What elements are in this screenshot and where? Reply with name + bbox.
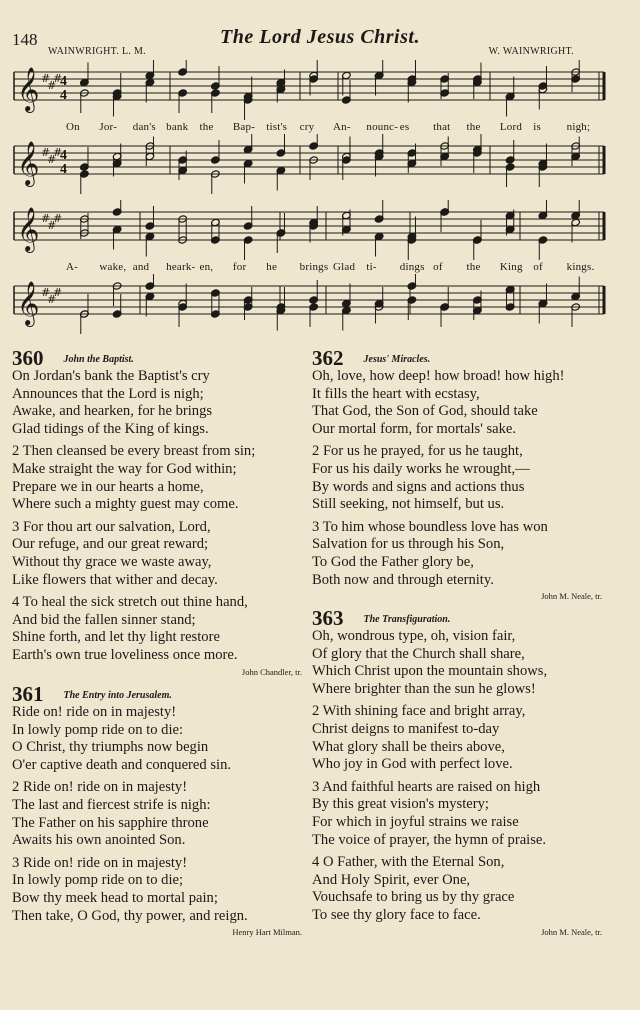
lyric-syllable: nounc- (366, 121, 399, 133)
verse-line: Awake, and hearken, for he brings (12, 403, 213, 420)
verse-line: Make straight the way for God within; (12, 460, 237, 477)
verse-line: Shine forth, and let thy light restore (12, 629, 220, 646)
lyric-syllable: tist's (266, 121, 288, 133)
lyric-syllable: Glad (333, 261, 356, 273)
verse-line: Awaits his own anointed Son. (12, 832, 186, 849)
svg-text:#: # (41, 286, 51, 299)
hymn-360 (12, 346, 302, 678)
verse-line: What glory shall be theirs above, (312, 738, 505, 755)
verse-2 (312, 703, 602, 773)
verse-line: 3 And faithful hearts are raised on high (312, 778, 541, 795)
lyric-syllable: On (66, 121, 80, 133)
verse-2 (12, 443, 302, 513)
hymn-topic: Jesus' Miracles. (363, 354, 431, 365)
verse-line: Which Christ upon the mountain shows, (312, 663, 548, 680)
svg-text:#: # (47, 293, 57, 306)
svg-text:4: 4 (60, 88, 67, 103)
verse-line: The voice of prayer, the hymn of praise. (312, 831, 547, 848)
verse-line: 3 For thou art our salvation, Lord, (12, 518, 211, 535)
lyric-syllable: and (132, 261, 150, 273)
verse-line: In lowly pomp ride on to die: (12, 721, 184, 738)
verse-line: The Father on his sapphire throne (12, 814, 209, 831)
verse-line: Oh, love, how deep! how broad! how high! (312, 368, 565, 384)
svg-text:4: 4 (60, 148, 67, 163)
hymn-topic: John the Baptist. (63, 354, 134, 365)
verse-line: Prepare we in our hearts a home, (12, 478, 204, 495)
hymn-topic: The Transfiguration. (363, 614, 451, 625)
verse-line: To God the Father glory be, (312, 553, 474, 570)
tune-name: WAINWRIGHT. L. M. (48, 46, 146, 57)
verse-line: That God, the Son of God, should take (312, 403, 538, 420)
svg-text:#: # (53, 286, 63, 299)
verse-line: Earth's own true loveliness once more. (12, 646, 238, 663)
svg-text:#: # (53, 212, 63, 225)
verse-line: Still seeking, not himself, but us. (312, 496, 505, 513)
lyric-syllable: cry (299, 121, 315, 133)
svg-text:𝄞: 𝄞 (17, 141, 40, 185)
svg-text:4: 4 (60, 74, 67, 89)
verse-line: For which in joyful strains we raise (312, 813, 519, 830)
hymn-credit: John Chandler, tr. (241, 666, 302, 677)
hymn-credit: Henry Hart Milman. (232, 927, 302, 938)
lyric-syllable: dings (399, 261, 425, 273)
verse-line: 2 Ride on! ride on in majesty! (12, 779, 188, 796)
verse-line: 3 To him whose boundless love has won (312, 518, 548, 535)
lyric-syllable: en, (199, 261, 214, 273)
hymn-362 (312, 346, 602, 602)
verse-line: Of glory that the Church shall share, (312, 645, 525, 662)
lyric-syllable: ti- (366, 261, 377, 273)
lyric-syllable: King (499, 261, 523, 273)
verse-1 (12, 368, 302, 438)
verse-line: Then take, O God, thy power, and reign. (12, 907, 248, 924)
lyric-syllable: heark- (166, 261, 196, 273)
verse-3 (12, 519, 302, 589)
lyric-syllable: es (399, 121, 410, 133)
verse-2 (12, 779, 302, 849)
verse-1 (312, 628, 602, 698)
verse-line: 2 Then cleansed be every breast from sin; (12, 443, 256, 460)
svg-text:#: # (47, 79, 57, 92)
verse-line: 4 To heal the sick stretch out thine hand, (12, 594, 248, 611)
verse-2 (312, 443, 602, 513)
hymn-361 (12, 682, 302, 938)
hymn-number: 363 (312, 606, 344, 630)
verse-1 (12, 704, 302, 774)
verse-line: 2 For us he prayed, for us he taught, (312, 443, 523, 460)
lyric-syllable: kings. (566, 261, 595, 273)
svg-text:#: # (53, 72, 63, 85)
lyric-syllable: the (466, 121, 481, 133)
verse-line: O Christ, thy triumphs now begin (12, 739, 209, 756)
svg-text:#: # (41, 212, 51, 225)
lyric-syllable: of (533, 261, 543, 273)
lyric-syllable: Lord (499, 121, 523, 133)
verse-line: 3 Ride on! ride on in majesty! (12, 854, 188, 871)
svg-text:𝄞: 𝄞 (17, 67, 40, 111)
verse-line: Where brighter than the sun he glows! (312, 680, 536, 697)
lyric-syllable: Bap- (232, 121, 256, 133)
verse-line: For us his daily works he wrought,— (312, 460, 530, 477)
lyric-syllable: brings (299, 261, 329, 273)
verse-4 (312, 854, 602, 924)
svg-text:#: # (47, 219, 57, 232)
lyric-syllable: is (533, 121, 541, 133)
lyric-syllable: he (266, 261, 278, 273)
svg-text:#: # (41, 146, 51, 159)
verse-line: By this great vision's mystery; (312, 796, 489, 813)
verse-line: By words and signs and actions thus (312, 478, 525, 495)
verse-line: Like flowers that wither and decay. (12, 571, 218, 588)
verse-line: Glad tidings of the King of kings. (12, 420, 209, 437)
verse-3 (312, 519, 602, 589)
verse-line: The last and fiercest strife is nigh: (12, 796, 211, 813)
hymn-credit: John M. Neale, tr. (541, 926, 602, 937)
lyric-syllable: A- (66, 261, 79, 273)
lyric-syllable: bank (166, 121, 189, 133)
verse-line: Vouchsafe to bring us by thy grace (312, 889, 515, 906)
hymn-363 (312, 606, 602, 938)
verse-3 (12, 855, 302, 925)
page-number: 148 (12, 30, 38, 49)
verse-line: To see thy glory face to face. (312, 906, 481, 923)
verse-line: Both now and through eternity. (312, 571, 494, 588)
hymn-number: 361 (12, 682, 44, 706)
verse-line: 2 With shining face and bright array, (312, 703, 526, 720)
verse-line: And bid the fallen sinner stand; (12, 611, 196, 628)
staff-treble-system-2 (0, 200, 640, 260)
verse-4 (12, 594, 302, 664)
hymn-number: 362 (312, 346, 344, 370)
verse-1 (312, 368, 602, 438)
hymn-credit: John M. Neale, tr. (541, 591, 602, 602)
lyric-syllable: Jor- (99, 121, 118, 133)
verse-line: Bow thy meek head to mortal pain; (12, 889, 218, 906)
verse-line: O'er captive death and conquered sin. (12, 756, 232, 773)
composer-name: W. WAINWRIGHT. (488, 46, 574, 57)
verse-line: Christ deigns to manifest to-day (312, 720, 500, 737)
staff-treble-system-1 (0, 60, 640, 120)
lyric-syllable: nigh; (566, 121, 591, 133)
verse-3 (312, 779, 602, 849)
lyric-syllable: for (232, 261, 247, 273)
verse-line: Without thy grace we waste away, (12, 553, 212, 570)
staff-bass-system-1 (0, 134, 640, 194)
svg-text:#: # (53, 146, 63, 159)
verse-line: It fills the heart with ecstasy, (312, 385, 480, 402)
verse-line: Where such a mighty guest may come. (12, 496, 239, 513)
lyric-syllable: that (433, 121, 451, 133)
svg-text:𝄞: 𝄞 (17, 281, 40, 325)
verse-line: Salvation for us through his Son, (312, 536, 505, 553)
lyric-syllable: of (433, 261, 443, 273)
verse-line: Who joy in God with perfect love. (312, 756, 513, 773)
staff-bass-system-2 (0, 274, 640, 334)
verse-line: 4 O Father, with the Eternal Son, (312, 854, 505, 871)
lyric-syllable: wake, (99, 261, 127, 273)
page-title: The Lord Jesus Christ. (220, 26, 420, 48)
lyric-syllable: An- (333, 121, 351, 133)
svg-text:𝄞: 𝄞 (17, 207, 40, 251)
verse-line: In lowly pomp ride on to die; (12, 872, 184, 889)
verse-line: Our refuge, and our great reward; (12, 536, 209, 553)
verse-line: Announces that the Lord is nigh; (12, 385, 204, 402)
svg-text:#: # (47, 153, 57, 166)
verse-line: Ride on! ride on in majesty! (12, 704, 177, 720)
lyric-syllable: dan's (132, 121, 156, 133)
verse-line: On Jordan's bank the Baptist's cry (12, 368, 210, 384)
verse-line: Our mortal form, for mortals' sake. (312, 420, 517, 437)
hymn-topic: The Entry into Jerusalem. (63, 690, 172, 701)
lyric-syllable: the (199, 121, 214, 133)
svg-text:4: 4 (60, 162, 67, 177)
hymn-number: 360 (12, 346, 44, 370)
svg-text:#: # (41, 72, 51, 85)
verse-line: Oh, wondrous type, oh, vision fair, (312, 628, 516, 644)
lyric-syllable: the (466, 261, 481, 273)
verse-line: And Holy Spirit, ever One, (312, 871, 471, 888)
